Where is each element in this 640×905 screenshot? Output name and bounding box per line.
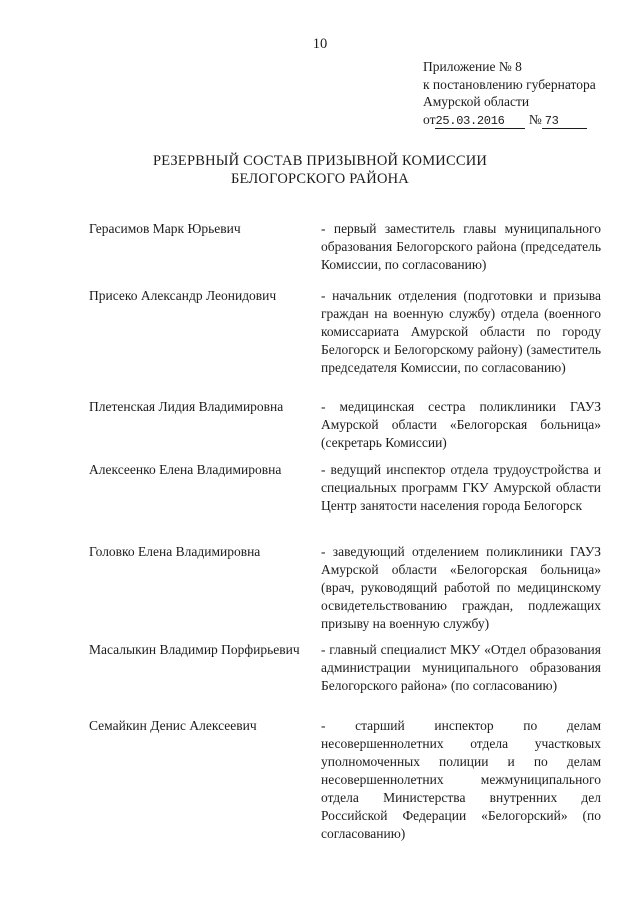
title-line-1: РЕЗЕРВНЫЙ СОСТАВ ПРИЗЫВНОЙ КОМИССИИ: [152, 153, 488, 169]
member-name: Масалыкин Владимир Порфирьевич: [89, 642, 300, 657]
decree-number: 73: [542, 115, 587, 129]
member-name: Алексеенко Елена Владимировна: [89, 462, 282, 477]
member-name: Герасимов Марк Юрьевич: [89, 221, 241, 236]
member-role: - заведующий отделением поликлиники ГАУЗ Амурской области «Белогорская больница» (врач, руководящий работой по медицинскому освидетельствованию граждан, подлежащих призыву на военную службу): [321, 544, 601, 631]
number-prefix: №: [528, 111, 542, 127]
member-name: Плетенская Лидия Владимировна: [89, 399, 284, 414]
decree-date: 25.03.2016: [435, 115, 525, 129]
member-role: - первый заместитель главы муниципального образования Белогорского района (председатель Комиссии, по согласованию): [321, 221, 601, 272]
title-line-2: БЕЛОГОРСКОГО РАЙОНА: [231, 171, 409, 187]
appendix-region: Амурской области: [423, 94, 530, 109]
date-prefix: от: [423, 111, 436, 127]
member-name: Присеко Александр Леонидович: [89, 288, 277, 303]
member-role: - медицинская сестра поликлиники ГАУЗ Амурской области «Белогорская больница» (секретарь Комиссии): [321, 399, 601, 450]
member-role: - ведущий инспектор отдела трудоустройства и специальных программ ГКУ Амурской области Центр занятости населения города Белогорск: [321, 462, 601, 513]
member-name: Семайкин Денис Алексеевич: [89, 718, 257, 733]
appendix-decree: к постановлению губернатора: [423, 76, 596, 92]
member-name: Головко Елена Владимировна: [89, 544, 261, 559]
member-role: - начальник отделения (подготовки и призыва граждан на военную службу) отдела (военного комиссариата Амурской области по городу Белогорск и Белогорскому району) (заместитель председателя Комиссии, по согласованию): [321, 288, 601, 375]
appendix-title: Приложение № 8: [423, 59, 522, 74]
member-role: - старший инспектор по делам несовершеннолетних отдела участковых уполномоченных полиции и по делам несовершеннолетних межмуниципального отдела Министерства внутренних дел Российской Федерации «Белогорский» (по согласованию): [321, 718, 601, 841]
document-title: [0, 152, 640, 188]
appendix-date-line: [423, 111, 596, 129]
appendix-header: [423, 58, 596, 129]
page-number: 10: [312, 36, 328, 52]
member-role: - главный специалист МКУ «Отдел образования администрации муниципального образования Белогорского района» (по согласованию): [321, 642, 601, 693]
